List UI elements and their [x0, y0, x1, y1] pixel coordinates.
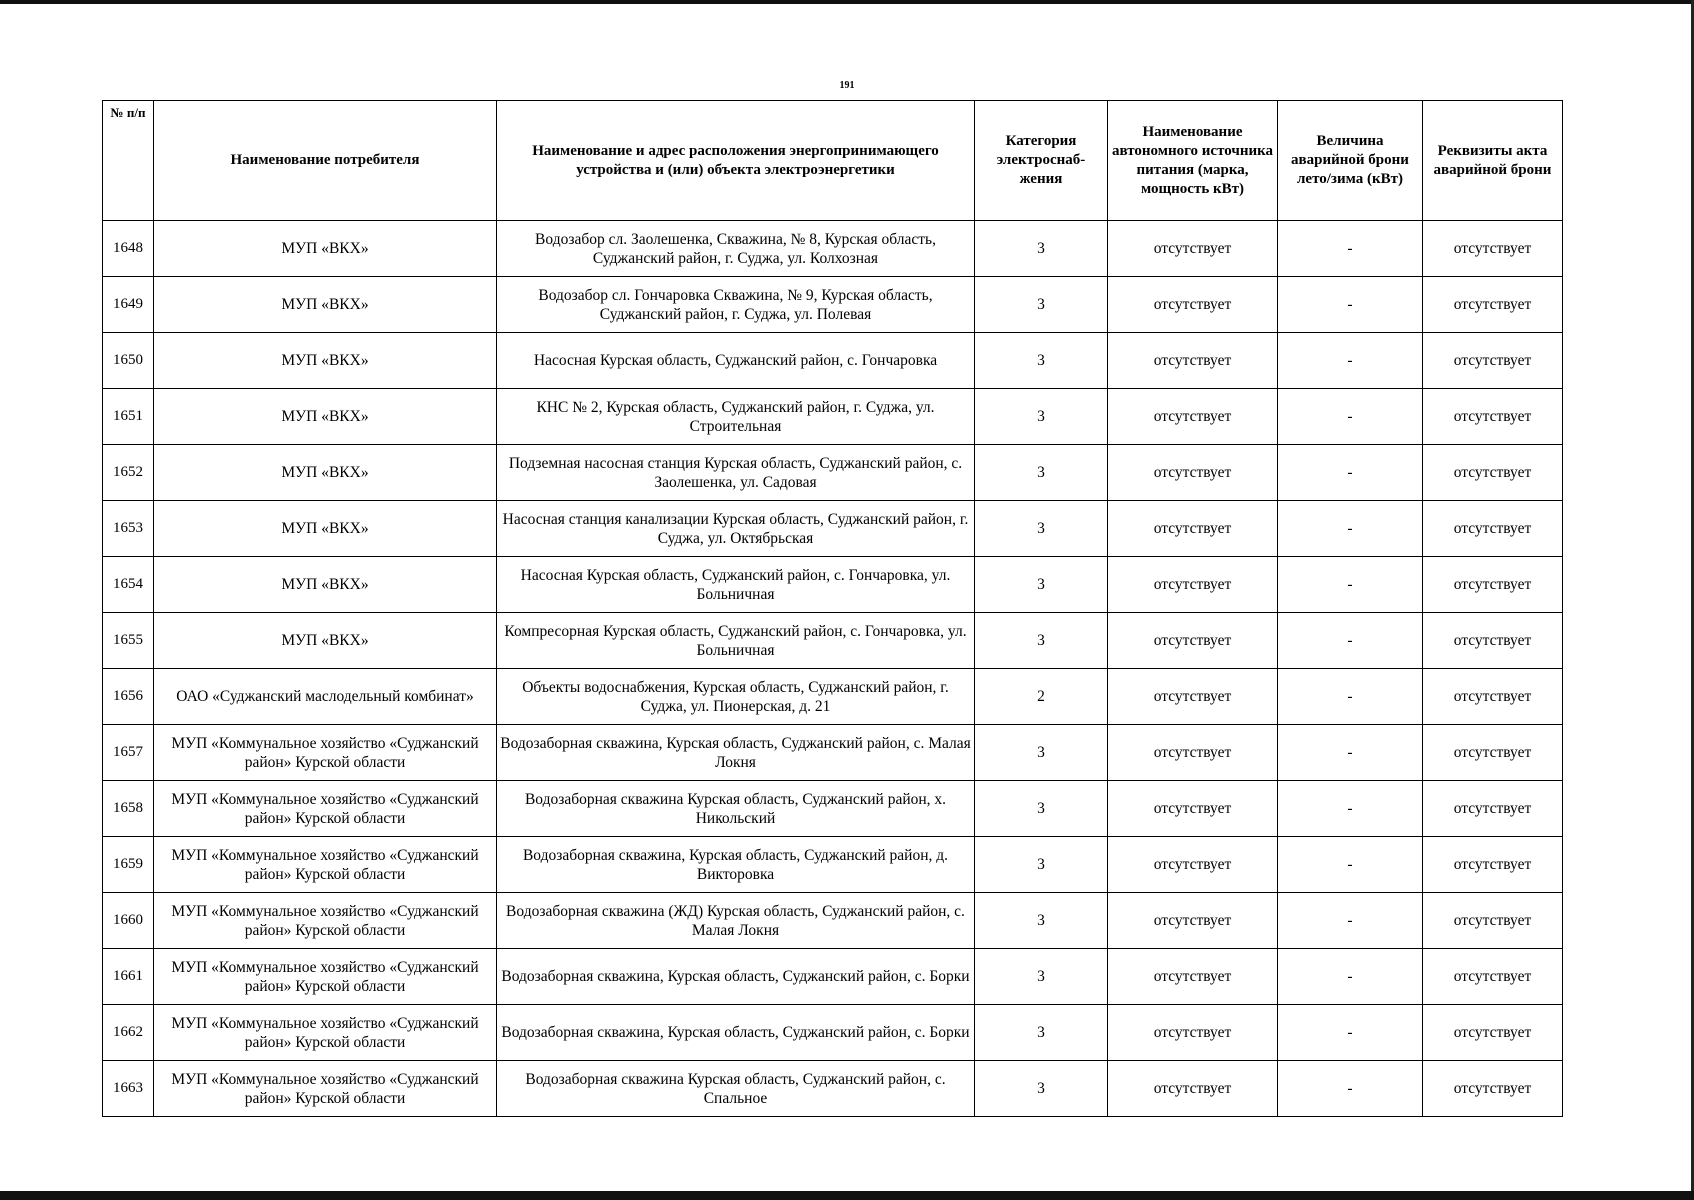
emergency-reserve-table — [102, 100, 1563, 1117]
row-consumer: МУП «ВКХ» — [154, 277, 497, 333]
row-consumer: МУП «Коммунальное хозяйство «Суджанский район» Курской области — [154, 893, 497, 949]
table-row — [103, 669, 1563, 725]
row-num: 1661 — [103, 949, 154, 1005]
row-source: отсутствует — [1108, 725, 1278, 781]
row-consumer: МУП «ВКХ» — [154, 613, 497, 669]
header-num: № п/п — [103, 101, 154, 221]
row-source: отсутствует — [1108, 333, 1278, 389]
row-act: отсутствует — [1423, 781, 1563, 837]
row-act: отсутствует — [1423, 277, 1563, 333]
row-category: 3 — [975, 333, 1108, 389]
row-source: отсутствует — [1108, 893, 1278, 949]
table-row — [103, 277, 1563, 333]
row-object: Подземная насосная станция Курская область, Суджанский район, с. Заолешенка, ул. Садовая — [497, 445, 975, 501]
row-act: отсутствует — [1423, 1061, 1563, 1117]
scan-border-top — [0, 0, 1694, 4]
row-consumer: МУП «ВКХ» — [154, 221, 497, 277]
table-row — [103, 613, 1563, 669]
row-num: 1650 — [103, 333, 154, 389]
table-row — [103, 557, 1563, 613]
row-act: отсутствует — [1423, 557, 1563, 613]
row-reserve: - — [1278, 781, 1423, 837]
header-category: Категория электроснаб-жения — [975, 101, 1108, 221]
row-object: Насосная станция канализации Курская область, Суджанский район, г. Суджа, ул. Октябрьская — [497, 501, 975, 557]
row-consumer: МУП «Коммунальное хозяйство «Суджанский район» Курской области — [154, 1061, 497, 1117]
header-object: Наименование и адрес расположения энергопринимающего устройства и (или) объекта электроэнергетики — [497, 101, 975, 221]
row-object: Компресорная Курская область, Суджанский район, с. Гончаровка, ул. Больничная — [497, 613, 975, 669]
row-source: отсутствует — [1108, 837, 1278, 893]
row-num: 1648 — [103, 221, 154, 277]
row-reserve: - — [1278, 669, 1423, 725]
row-consumer: МУП «ВКХ» — [154, 445, 497, 501]
row-object: КНС № 2, Курская область, Суджанский район, г. Суджа, ул. Строительная — [497, 389, 975, 445]
header-source: Наименование автономного источника питания (марка, мощность кВт) — [1108, 101, 1278, 221]
row-num: 1652 — [103, 445, 154, 501]
row-act: отсутствует — [1423, 725, 1563, 781]
row-category: 3 — [975, 613, 1108, 669]
row-object: Водозаборная скважина Курская область, Суджанский район, с. Спальное — [497, 1061, 975, 1117]
row-object: Водозаборная скважина (ЖД) Курская область, Суджанский район, с. Малая Локня — [497, 893, 975, 949]
row-source: отсутствует — [1108, 501, 1278, 557]
table-row — [103, 333, 1563, 389]
row-source: отсутствует — [1108, 949, 1278, 1005]
row-consumer: МУП «ВКХ» — [154, 389, 497, 445]
row-source: отсутствует — [1108, 669, 1278, 725]
row-reserve: - — [1278, 893, 1423, 949]
row-reserve: - — [1278, 501, 1423, 557]
table-row — [103, 725, 1563, 781]
row-category: 3 — [975, 557, 1108, 613]
row-object: Водозаборная скважина, Курская область, Суджанский район, д. Викторовка — [497, 837, 975, 893]
row-act: отсутствует — [1423, 445, 1563, 501]
row-object: Насосная Курская область, Суджанский район, с. Гончаровка, ул. Больничная — [497, 557, 975, 613]
row-object: Водозаборная скважина, Курская область, Суджанский район, с. Борки — [497, 949, 975, 1005]
row-reserve: - — [1278, 445, 1423, 501]
table-row — [103, 893, 1563, 949]
row-object: Насосная Курская область, Суджанский район, с. Гончаровка — [497, 333, 975, 389]
row-act: отсутствует — [1423, 893, 1563, 949]
row-reserve: - — [1278, 277, 1423, 333]
row-act: отсутствует — [1423, 221, 1563, 277]
row-consumer: МУП «Коммунальное хозяйство «Суджанский район» Курской области — [154, 837, 497, 893]
table-row — [103, 781, 1563, 837]
row-consumer: ОАО «Суджанский маслодельный комбинат» — [154, 669, 497, 725]
row-reserve: - — [1278, 837, 1423, 893]
row-source: отсутствует — [1108, 781, 1278, 837]
row-act: отсутствует — [1423, 389, 1563, 445]
row-category: 3 — [975, 781, 1108, 837]
row-num: 1651 — [103, 389, 154, 445]
row-object: Водозабор сл. Гончаровка Скважина, № 9, Курская область, Суджанский район, г. Суджа, ул. Полевая — [497, 277, 975, 333]
row-reserve: - — [1278, 949, 1423, 1005]
table-row — [103, 1061, 1563, 1117]
row-consumer: МУП «ВКХ» — [154, 333, 497, 389]
table-row — [103, 1005, 1563, 1061]
row-num: 1660 — [103, 893, 154, 949]
row-consumer: МУП «ВКХ» — [154, 557, 497, 613]
row-reserve: - — [1278, 557, 1423, 613]
row-category: 3 — [975, 389, 1108, 445]
row-num: 1655 — [103, 613, 154, 669]
header-consumer: Наименование потребителя — [154, 101, 497, 221]
row-category: 3 — [975, 1061, 1108, 1117]
row-category: 3 — [975, 501, 1108, 557]
row-act: отсутствует — [1423, 333, 1563, 389]
header-reserve: Величина аварийной брони лето/зима (кВт) — [1278, 101, 1423, 221]
page-number: 191 — [839, 80, 855, 91]
table-row — [103, 221, 1563, 277]
row-category: 3 — [975, 725, 1108, 781]
row-object: Водозабор сл. Заолешенка, Скважина, № 8, Курская область, Суджанский район, г. Суджа, ул. Колхозная — [497, 221, 975, 277]
row-category: 2 — [975, 669, 1108, 725]
row-act: отсутствует — [1423, 949, 1563, 1005]
row-num: 1654 — [103, 557, 154, 613]
row-act: отсутствует — [1423, 1005, 1563, 1061]
row-category: 3 — [975, 837, 1108, 893]
row-num: 1657 — [103, 725, 154, 781]
row-category: 3 — [975, 221, 1108, 277]
row-num: 1659 — [103, 837, 154, 893]
row-object: Водозаборная скважина Курская область, Суджанский район, х. Никольский — [497, 781, 975, 837]
row-object: Водозаборная скважина, Курская область, Суджанский район, с. Борки — [497, 1005, 975, 1061]
row-category: 3 — [975, 1005, 1108, 1061]
row-num: 1662 — [103, 1005, 154, 1061]
scan-border-bottom — [0, 1191, 1694, 1200]
table-header-row — [103, 101, 1563, 221]
row-source: отсутствует — [1108, 557, 1278, 613]
table-row — [103, 837, 1563, 893]
row-consumer: МУП «ВКХ» — [154, 501, 497, 557]
row-reserve: - — [1278, 1061, 1423, 1117]
row-source: отсутствует — [1108, 1061, 1278, 1117]
row-consumer: МУП «Коммунальное хозяйство «Суджанский район» Курской области — [154, 781, 497, 837]
row-source: отсутствует — [1108, 389, 1278, 445]
row-num: 1653 — [103, 501, 154, 557]
row-num: 1658 — [103, 781, 154, 837]
row-consumer: МУП «Коммунальное хозяйство «Суджанский район» Курской области — [154, 949, 497, 1005]
table-row — [103, 949, 1563, 1005]
row-category: 3 — [975, 445, 1108, 501]
table-row — [103, 445, 1563, 501]
row-num: 1656 — [103, 669, 154, 725]
row-act: отсутствует — [1423, 669, 1563, 725]
row-source: отсутствует — [1108, 277, 1278, 333]
row-reserve: - — [1278, 389, 1423, 445]
row-source: отсутствует — [1108, 445, 1278, 501]
row-reserve: - — [1278, 221, 1423, 277]
table-row — [103, 389, 1563, 445]
row-source: отсутствует — [1108, 221, 1278, 277]
row-num: 1649 — [103, 277, 154, 333]
row-consumer: МУП «Коммунальное хозяйство «Суджанский район» Курской области — [154, 1005, 497, 1061]
row-object: Водозаборная скважина, Курская область, Суджанский район, с. Малая Локня — [497, 725, 975, 781]
row-category: 3 — [975, 277, 1108, 333]
row-category: 3 — [975, 949, 1108, 1005]
row-source: отсутствует — [1108, 613, 1278, 669]
row-act: отсутствует — [1423, 501, 1563, 557]
header-act: Реквизиты акта аварийной брони — [1423, 101, 1563, 221]
row-reserve: - — [1278, 725, 1423, 781]
table-row — [103, 501, 1563, 557]
row-reserve: - — [1278, 333, 1423, 389]
row-reserve: - — [1278, 1005, 1423, 1061]
row-consumer: МУП «Коммунальное хозяйство «Суджанский район» Курской области — [154, 725, 497, 781]
row-act: отсутствует — [1423, 837, 1563, 893]
row-num: 1663 — [103, 1061, 154, 1117]
row-object: Объекты водоснабжения, Курская область, Суджанский район, г. Суджа, ул. Пионерская, д. 21 — [497, 669, 975, 725]
row-reserve: - — [1278, 613, 1423, 669]
row-category: 3 — [975, 893, 1108, 949]
row-act: отсутствует — [1423, 613, 1563, 669]
row-source: отсутствует — [1108, 1005, 1278, 1061]
